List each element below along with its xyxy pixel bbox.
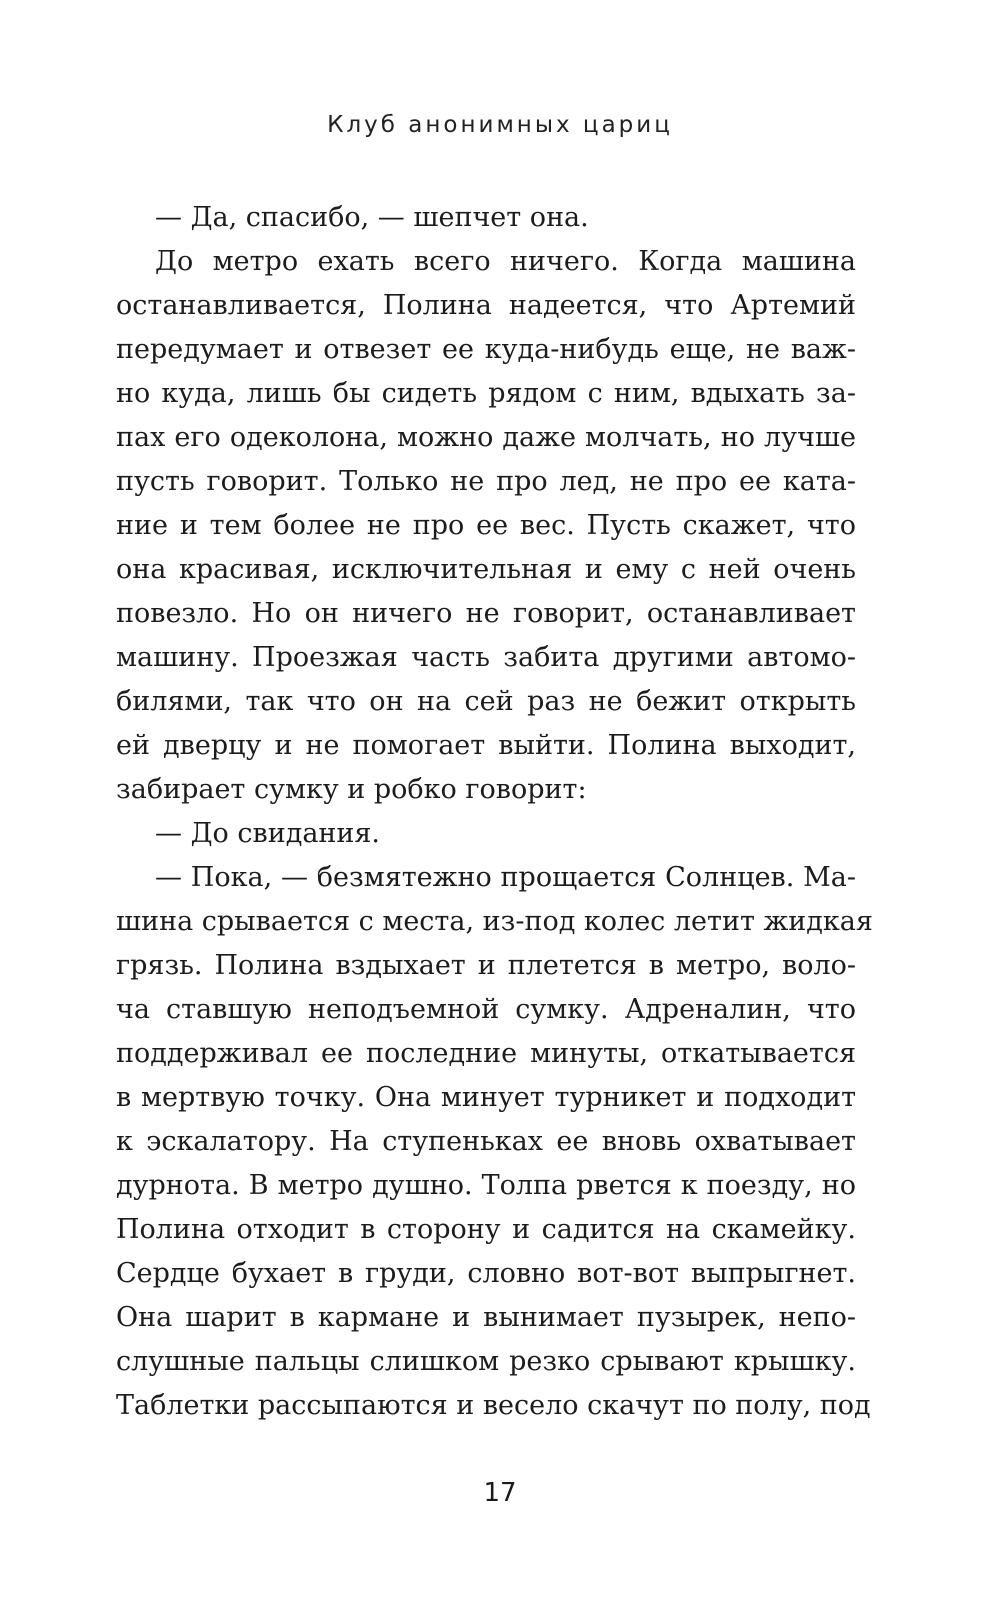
text-line: пусть говорит. Только не про лед, не про ее ката-: [116, 466, 856, 497]
text-line: машину. Проезжая часть забита другими автомо-: [116, 642, 856, 673]
text-line: Сердце бухает в груди, словно вот-вот выпрыгнет.: [116, 1258, 856, 1289]
text-line: забирает сумку и робко говорит:: [116, 774, 587, 805]
running-head: Клуб анонимных цариц: [327, 112, 673, 138]
text-line: грязь. Полина вздыхает и плетется в метро, воло-: [116, 950, 856, 981]
text-line: к эскалатору. На ступеньках ее вновь охватывает: [116, 1126, 856, 1157]
text-line: передумает и отвезет ее куда-нибудь еще, не важ-: [116, 334, 856, 365]
text-line: — Пока, — безмятежно прощается Солнцев. Ма-: [155, 862, 856, 893]
text-line: билями, так что он на сей раз не бежит открыть: [116, 686, 856, 717]
text-line: До метро ехать всего ничего. Когда машина: [155, 246, 856, 277]
text-line: Таблетки рассыпаются и весело скачут по полу, под: [116, 1390, 871, 1421]
text-line: шина срывается с места, из-под колес летит жидкая: [116, 906, 873, 937]
text-line: она красивая, исключительная и ему с ней очень: [116, 554, 856, 585]
text-line: слушные пальцы слишком резко срывают крышку.: [116, 1346, 856, 1377]
body-text: [116, 196, 873, 1428]
text-line: в мертвую точку. Она минует турникет и подходит: [116, 1082, 856, 1113]
text-line: Она шарит в кармане и вынимает пузырек, непо-: [116, 1302, 856, 1333]
text-line: — Да, спасибо, — шепчет она.: [155, 202, 589, 233]
page-number: 17: [483, 1478, 517, 1508]
text-line: дурнота. В метро душно. Толпа рвется к поезду, но: [116, 1170, 856, 1201]
text-line: останавливается, Полина надеется, что Артемий: [116, 290, 856, 321]
text-line: пах его одеколона, можно даже молчать, но лучше: [116, 422, 856, 453]
text-line: ей дверцу и не помогает выйти. Полина выходит,: [116, 730, 856, 761]
text-line: повезло. Но он ничего не говорит, останавливает: [116, 598, 856, 629]
text-line: ча ставшую неподъемной сумку. Адреналин, что: [116, 994, 856, 1025]
text-line: но куда, лишь бы сидеть рядом с ним, вдыхать за-: [116, 378, 856, 409]
text-line: — До свидания.: [155, 818, 381, 849]
text-line: Полина отходит в сторону и садится на скамейку.: [116, 1214, 856, 1245]
text-line: поддерживал ее последние минуты, откатывается: [116, 1038, 856, 1069]
text-line: ние и тем более не про ее вес. Пусть скажет, что: [116, 510, 856, 541]
